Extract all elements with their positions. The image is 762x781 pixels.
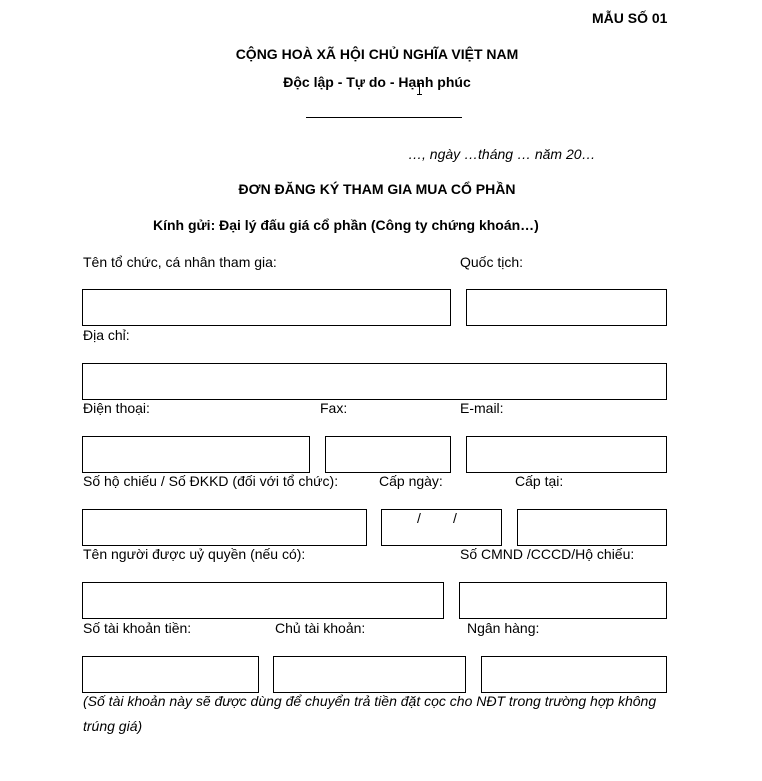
bank-field[interactable] [481,656,667,693]
date-line: …, ngày …tháng … năm 20… [408,146,596,162]
date-separator-2: / [453,510,457,526]
issue-place-label: Cấp tại: [515,473,564,489]
form-code: MẪU SỐ 01 [592,10,668,26]
motto: Độc lập - Tự do - Hạnh phúc [283,74,471,90]
issue-date-field[interactable] [381,509,502,546]
authorized-person-label: Tên người được uỷ quyền (nếu có): [83,546,306,562]
email-label: E-mail: [460,400,504,416]
issue-date-label: Cấp ngày: [379,473,443,489]
nationality-label: Quốc tịch: [460,254,524,270]
bank-label: Ngân hàng: [467,620,540,636]
passport-reg-field[interactable] [82,509,367,546]
account-holder-field[interactable] [273,656,466,693]
recipient-line: Kính gửi: Đại lý đấu giá cổ phần (Công ty chứng khoán…) [153,217,539,233]
fax-label: Fax: [320,400,348,416]
text-cursor-icon [416,83,423,95]
id-number-field[interactable] [459,582,667,619]
account-holder-label: Chủ tài khoản: [275,620,366,636]
account-note: (Số tài khoản này sẽ được dùng để chuyển trả tiền đặt cọc cho NĐT trong trường hợp không trúng giá) [83,693,657,734]
participant-name-field[interactable] [82,289,451,326]
issue-place-field[interactable] [517,509,667,546]
address-field[interactable] [82,363,667,400]
country-header: CỘNG HOÀ XÃ HỘI CHỦ NGHĨA VIỆT NAM [235,46,519,62]
account-number-label: Số tài khoản tiền: [83,620,192,636]
phone-label: Điện thoại: [83,400,150,416]
id-number-label: Số CMND /CCCD/Hộ chiếu: [460,546,635,562]
address-label: Địa chỉ: [83,327,130,343]
authorized-person-field[interactable] [82,582,444,619]
email-field[interactable] [466,436,667,473]
nationality-field[interactable] [466,289,667,326]
fax-field[interactable] [325,436,451,473]
form-title: ĐƠN ĐĂNG KÝ THAM GIA MUA CỔ PHẦN [238,181,516,197]
date-separator-1: / [417,510,421,526]
account-number-field[interactable] [82,656,259,693]
header-underline [306,117,462,118]
phone-field[interactable] [82,436,310,473]
passport-reg-label: Số hộ chiếu / Số ĐKKD (đối với tổ chức): [83,473,339,489]
participant-name-label: Tên tổ chức, cá nhân tham gia: [83,254,277,270]
